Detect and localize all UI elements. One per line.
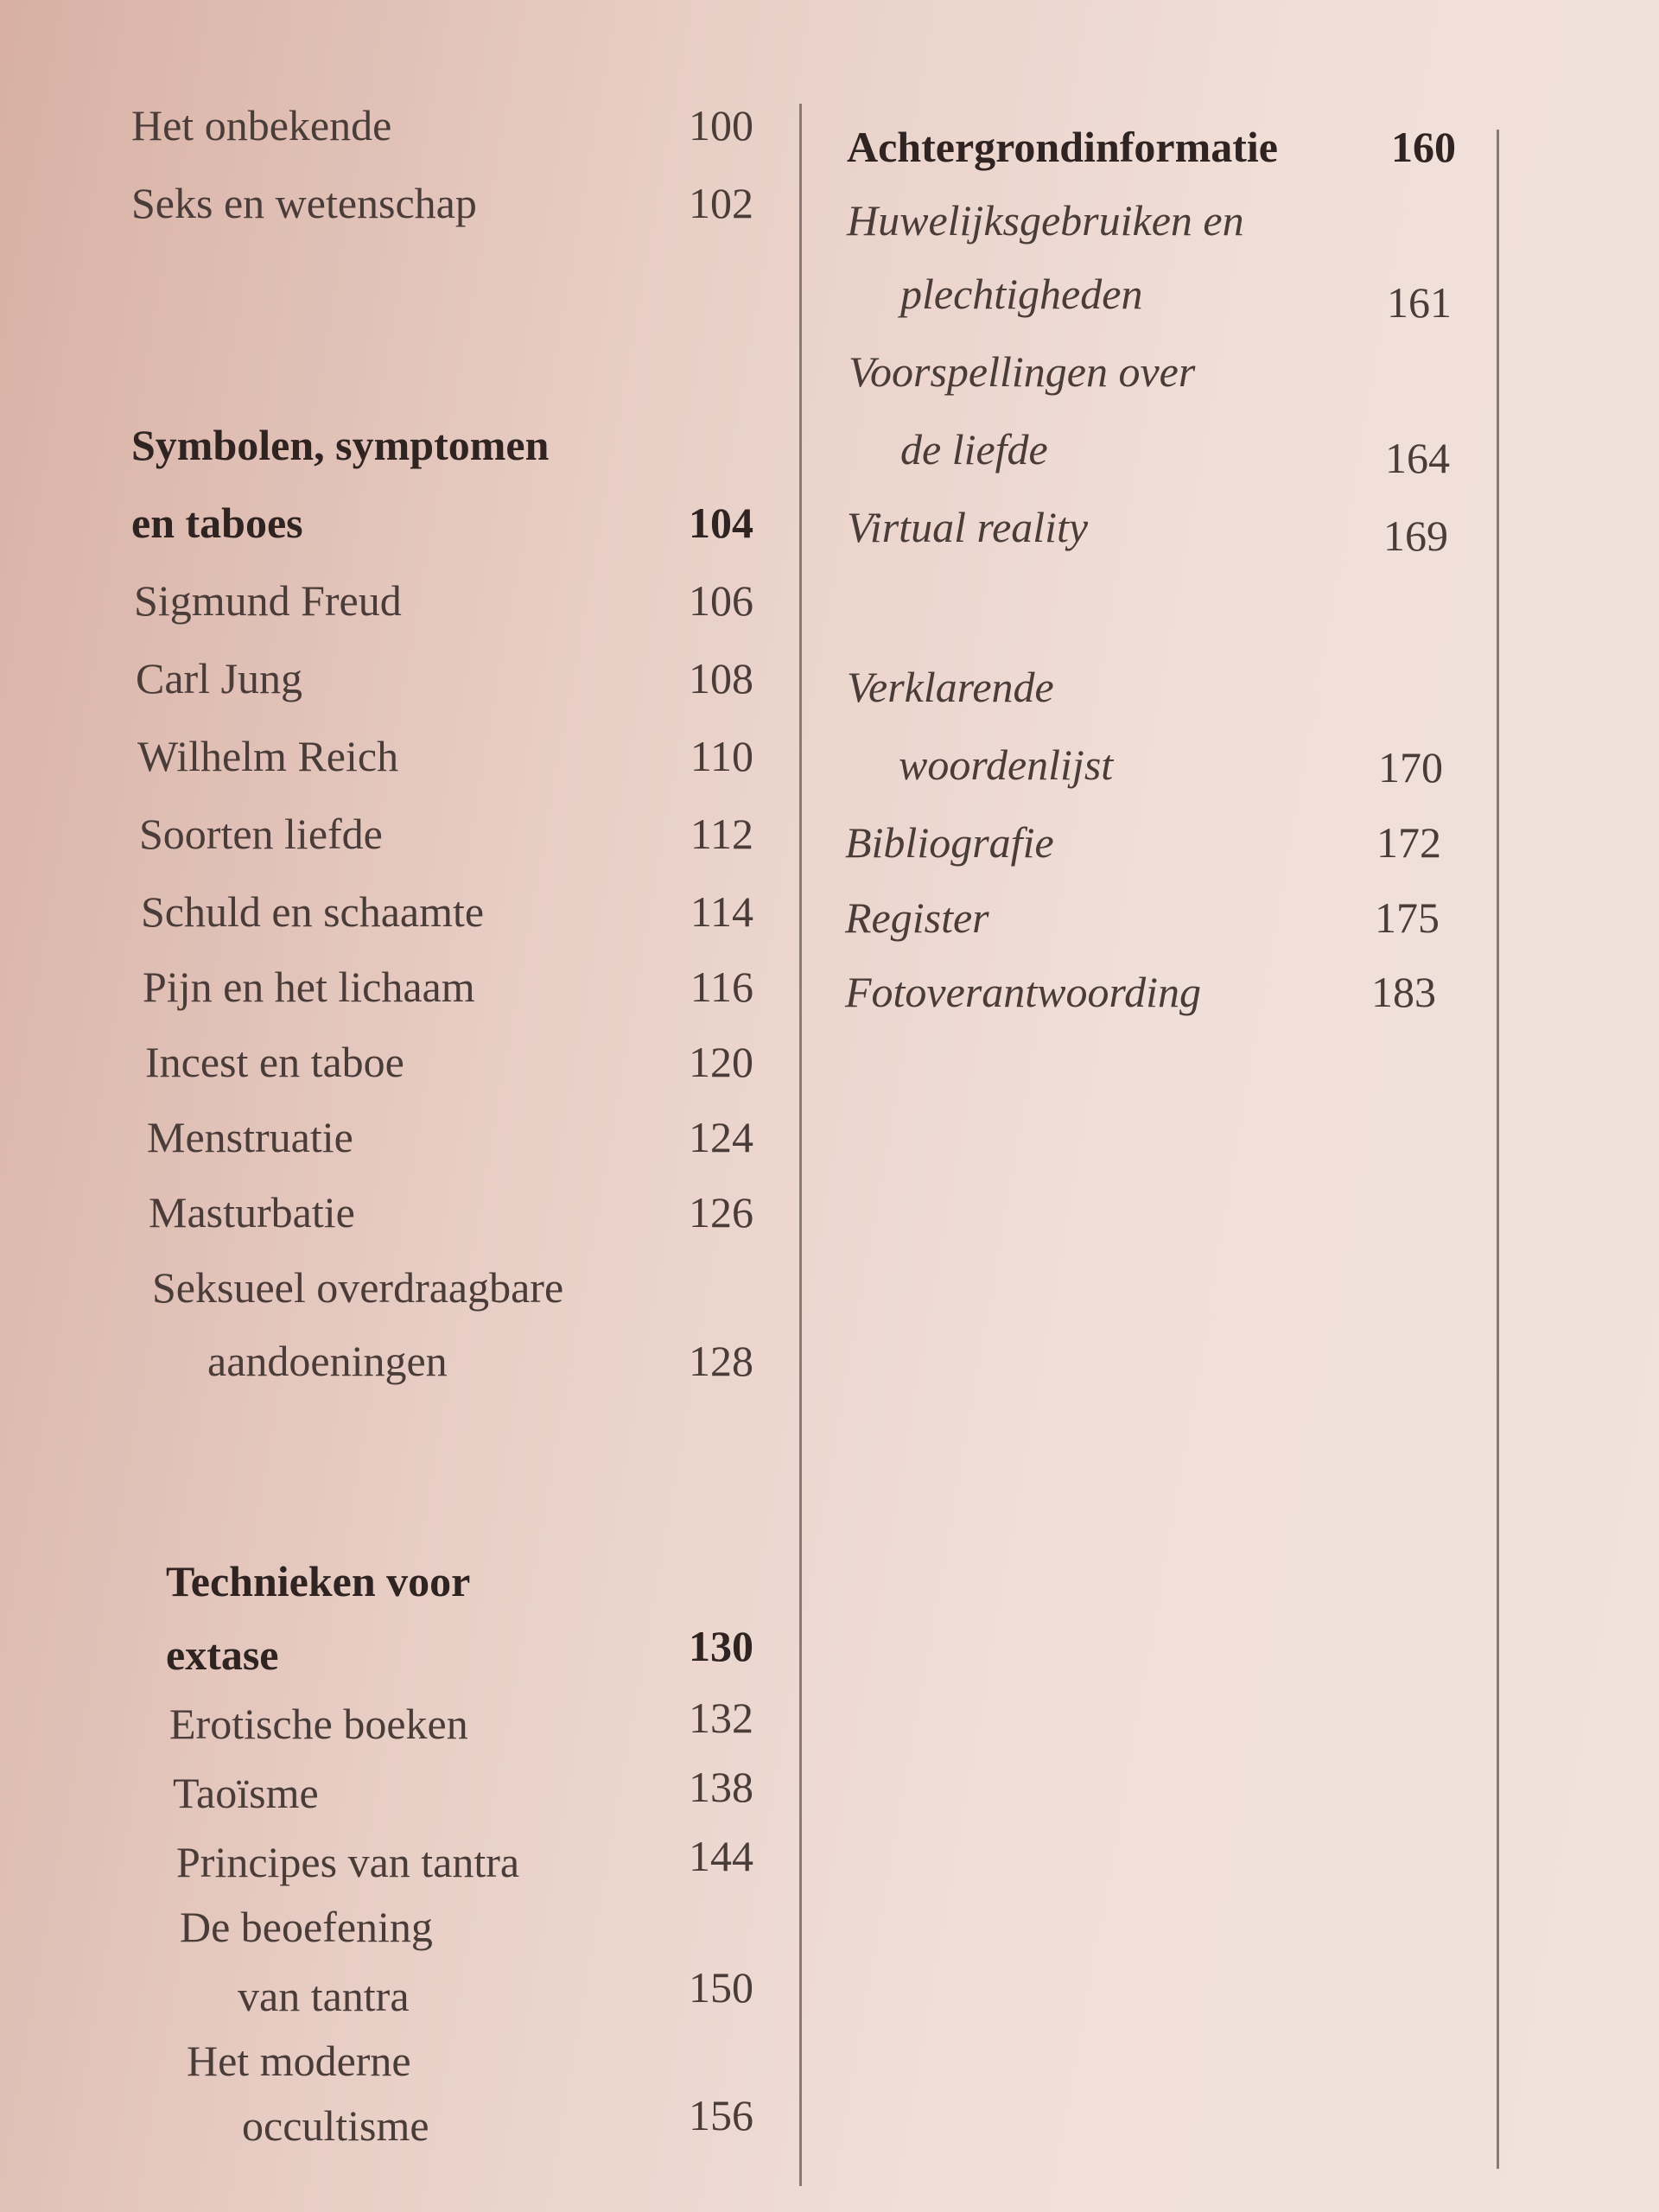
toc-entry-page: 138	[689, 1763, 753, 1811]
section-title-achtergrond: Achtergrondinformatie	[847, 123, 1278, 171]
toc-entry-page: 126	[689, 1188, 753, 1236]
toc-entry-title: Schuld en schaamte	[141, 887, 485, 936]
toc-entry-title-line1: Verklarende	[847, 663, 1054, 711]
toc-entry-page: 169	[1383, 512, 1448, 560]
toc-entry-title-line2: occultisme	[242, 2101, 429, 2150]
toc-entry-page: 128	[689, 1337, 753, 1385]
toc-entry-page: 183	[1371, 968, 1436, 1016]
toc-entry-title: Masturbatie	[149, 1188, 355, 1236]
toc-entry-title: Soorten liefde	[139, 810, 383, 858]
toc-entry-page: 100	[689, 101, 753, 149]
toc-entry-title-line1: De beoefening	[180, 1903, 433, 1951]
section-title-symbolen-line2: en taboes	[131, 499, 303, 547]
toc-entry-title: Incest en taboe	[145, 1038, 404, 1086]
toc-entry-page: 108	[689, 654, 753, 702]
toc-entry-title: Sigmund Freud	[134, 576, 402, 625]
toc-entry-title: Fotoverantwoording	[845, 968, 1202, 1016]
toc-entry-page: 114	[690, 887, 753, 936]
toc-entry-page: 116	[690, 963, 753, 1011]
toc-entry-page: 110	[690, 732, 753, 780]
toc-entry-page: 144	[689, 1832, 753, 1880]
toc-entry-title-line1: Seksueel overdraagbare	[152, 1263, 564, 1312]
toc-entry-page: 102	[689, 179, 753, 227]
toc-entry-title-line1: Het moderne	[187, 2037, 411, 2085]
toc-entry-title: Het onbekende	[131, 101, 392, 149]
toc-entry-title-line1: Voorspellingen over	[849, 347, 1196, 396]
toc-entry-title: Seks en wetenschap	[131, 179, 477, 227]
toc-entry-page: 172	[1376, 818, 1441, 867]
toc-entry-page: 156	[689, 2091, 753, 2139]
toc-entry-title: Menstruatie	[147, 1113, 353, 1161]
toc-entry-page: 124	[689, 1113, 753, 1161]
section-title-technieken-line1: Technieken voor	[166, 1557, 471, 1605]
section-page-achtergrond: 160	[1391, 123, 1456, 171]
column-divider-right	[1497, 130, 1499, 2169]
toc-entry-title: Bibliografie	[845, 818, 1054, 867]
toc-entry-page: 175	[1375, 893, 1440, 942]
toc-entry-page: 164	[1385, 434, 1450, 482]
toc-entry-title-line1: Huwelijksgebruiken en	[847, 196, 1244, 245]
toc-entry-title-line2: van tantra	[238, 1972, 410, 2020]
toc-entry-page: 170	[1378, 743, 1443, 791]
toc-entry-title: Carl Jung	[136, 654, 303, 702]
toc-entry-page: 106	[689, 576, 753, 625]
toc-entry-title-line2: plechtigheden	[900, 270, 1143, 318]
toc-entry-page: 112	[690, 810, 753, 858]
toc-entry-page: 150	[689, 1963, 753, 2012]
toc-entry-title: Taoïsme	[173, 1769, 319, 1817]
toc-entry-title: Pijn en het lichaam	[143, 963, 475, 1011]
toc-entry-title-line2: woordenlijst	[899, 741, 1114, 789]
column-divider-left	[799, 104, 802, 2186]
toc-entry-title-line2: de liefde	[900, 425, 1048, 474]
toc-entry-title: Virtual reality	[847, 503, 1089, 551]
toc-entry-title: Wilhelm Reich	[137, 732, 399, 780]
toc-entry-title: Register	[845, 893, 989, 942]
section-title-technieken-line2: extase	[166, 1630, 279, 1679]
toc-entry-page: 132	[689, 1694, 753, 1742]
section-page-symbolen: 104	[689, 499, 753, 547]
toc-entry-title: Principes van tantra	[176, 1838, 520, 1886]
toc-entry-page: 120	[689, 1038, 753, 1086]
toc-entry-title: Erotische boeken	[169, 1700, 468, 1748]
toc-entry-page: 161	[1387, 278, 1452, 327]
toc-entry-title-line2: aandoeningen	[207, 1337, 448, 1385]
section-title-symbolen-line1: Symbolen, symptomen	[131, 421, 550, 469]
section-page-technieken: 130	[689, 1622, 753, 1670]
